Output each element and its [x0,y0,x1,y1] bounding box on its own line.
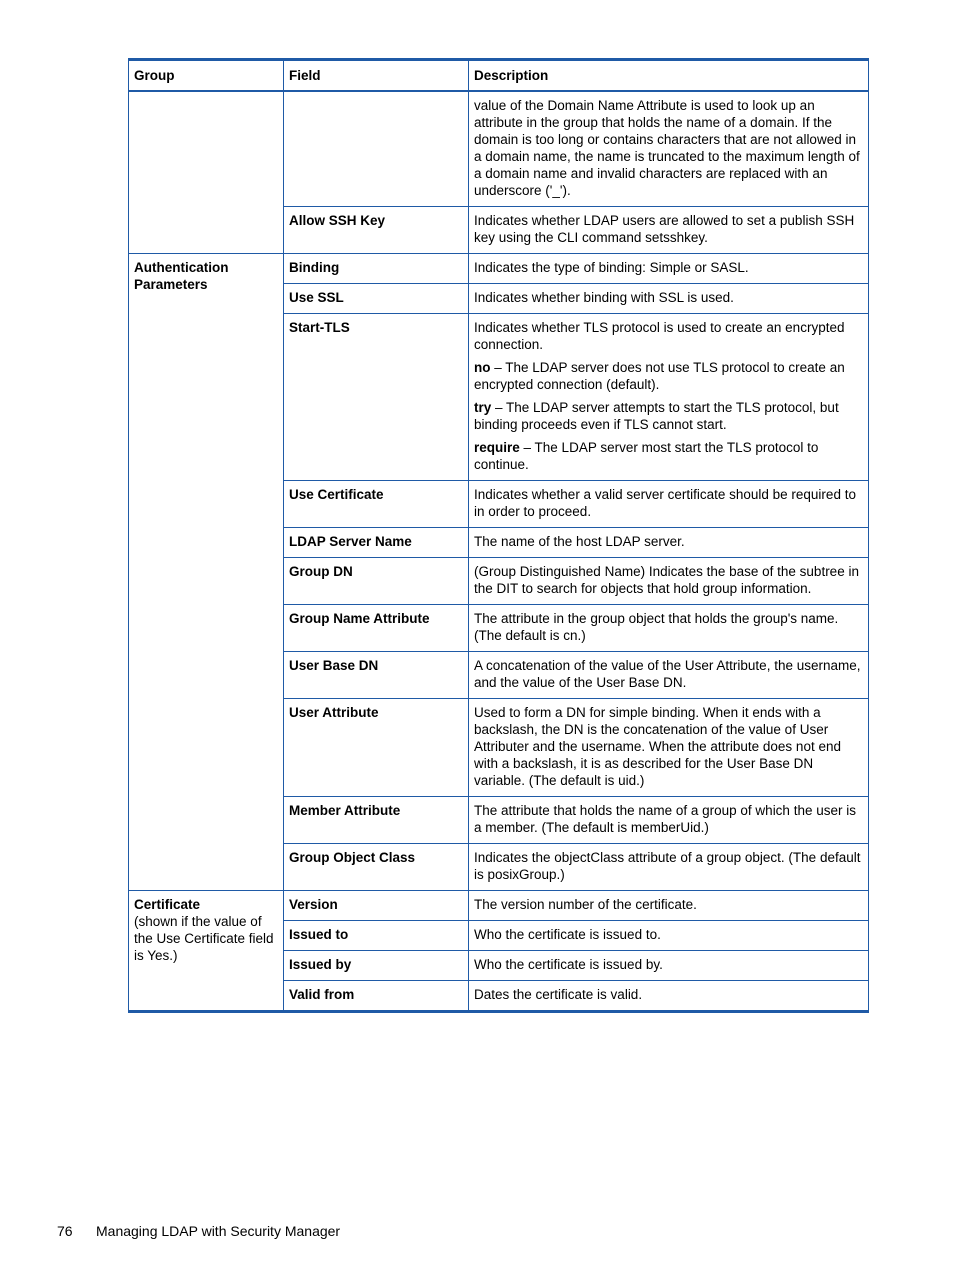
field-cell: Use Certificate [284,481,469,528]
group-title: Authentication Parameters [134,260,229,292]
option-term: no [474,360,491,375]
description-cell: The attribute in the group object that holds the group's name. (The default is cn.) [469,605,869,652]
field-cell: Group DN [284,558,469,605]
description-cell: Indicates whether LDAP users are allowed to set a publish SSH key using the CLI command setsshkey. [469,207,869,254]
description-cell: Used to form a DN for simple binding. When it ends with a backslash, the DN is the concatenation of the value of User Attributer and the username. When the attribute does not end with a backslash, it is as described for the User Base DN variable. (The default is uid.) [469,699,869,797]
group-cell-empty [129,91,284,254]
description-text: Indicates whether TLS protocol is used to create an encrypted connection. [474,320,845,352]
description-cell: The version number of the certificate. [469,891,869,921]
table-row [129,254,869,284]
table-row [129,91,869,207]
group-note: (shown if the value of the Use Certificate field is Yes.) [134,914,274,963]
table-header-row [129,60,869,92]
field-cell: Valid from [284,981,469,1012]
page-number: 76 [57,1223,73,1239]
option-term: try [474,400,492,415]
description-cell: (Group Distinguished Name) Indicates the base of the subtree in the DIT to search for objects that hold group information. [469,558,869,605]
column-header-field: Field [284,60,469,92]
option-item [474,439,863,473]
description-cell: A concatenation of the value of the User Attribute, the username, and the value of the User Base DN. [469,652,869,699]
description-cell: value of the Domain Name Attribute is used to look up an attribute in the group that holds the name of a domain. If the domain is too long or contains characters that are not allowed in a domain name, the name is truncated to the maximum length of a domain name and invalid characters are replaced with an underscore ('_'). [469,91,869,207]
field-cell: User Base DN [284,652,469,699]
option-text: – The LDAP server most start the TLS protocol to continue. [474,440,819,472]
table-row [129,891,869,921]
option-item [474,399,863,433]
description-cell [469,314,869,481]
field-cell: Use SSL [284,284,469,314]
group-cell-certificate [129,891,284,1012]
field-cell-empty [284,91,469,207]
field-cell: Binding [284,254,469,284]
field-cell: Allow SSH Key [284,207,469,254]
field-cell: LDAP Server Name [284,528,469,558]
description-cell: The name of the host LDAP server. [469,528,869,558]
group-cell-authentication [129,254,284,891]
description-cell: The attribute that holds the name of a group of which the user is a member. (The default is memberUid.) [469,797,869,844]
section-title: Managing LDAP with Security Manager [96,1223,341,1239]
field-cell: Issued to [284,921,469,951]
ldap-fields-table [128,58,869,1013]
column-header-description: Description [469,60,869,92]
description-cell: Dates the certificate is valid. [469,981,869,1012]
description-cell: Indicates whether a valid server certificate should be required to in order to proceed. [469,481,869,528]
page-footer [57,1223,340,1240]
field-cell: Group Object Class [284,844,469,891]
field-cell: Member Attribute [284,797,469,844]
group-title: Certificate [134,897,201,912]
field-cell: Start-TLS [284,314,469,481]
description-cell: Indicates whether binding with SSL is used. [469,284,869,314]
description-cell: Indicates the type of binding: Simple or SASL. [469,254,869,284]
option-text: – The LDAP server attempts to start the TLS protocol, but binding proceeds even if TLS cannot start. [474,400,839,432]
description-cell: Indicates the objectClass attribute of a group object. (The default is posixGroup.) [469,844,869,891]
option-text: – The LDAP server does not use TLS protocol to create an encrypted connection (default). [474,360,845,392]
field-cell: Issued by [284,951,469,981]
field-cell: Version [284,891,469,921]
description-cell: Who the certificate is issued by. [469,951,869,981]
option-item [474,359,863,393]
column-header-group: Group [129,60,284,92]
option-term: require [474,440,520,455]
field-cell: Group Name Attribute [284,605,469,652]
description-cell: Who the certificate is issued to. [469,921,869,951]
field-cell: User Attribute [284,699,469,797]
